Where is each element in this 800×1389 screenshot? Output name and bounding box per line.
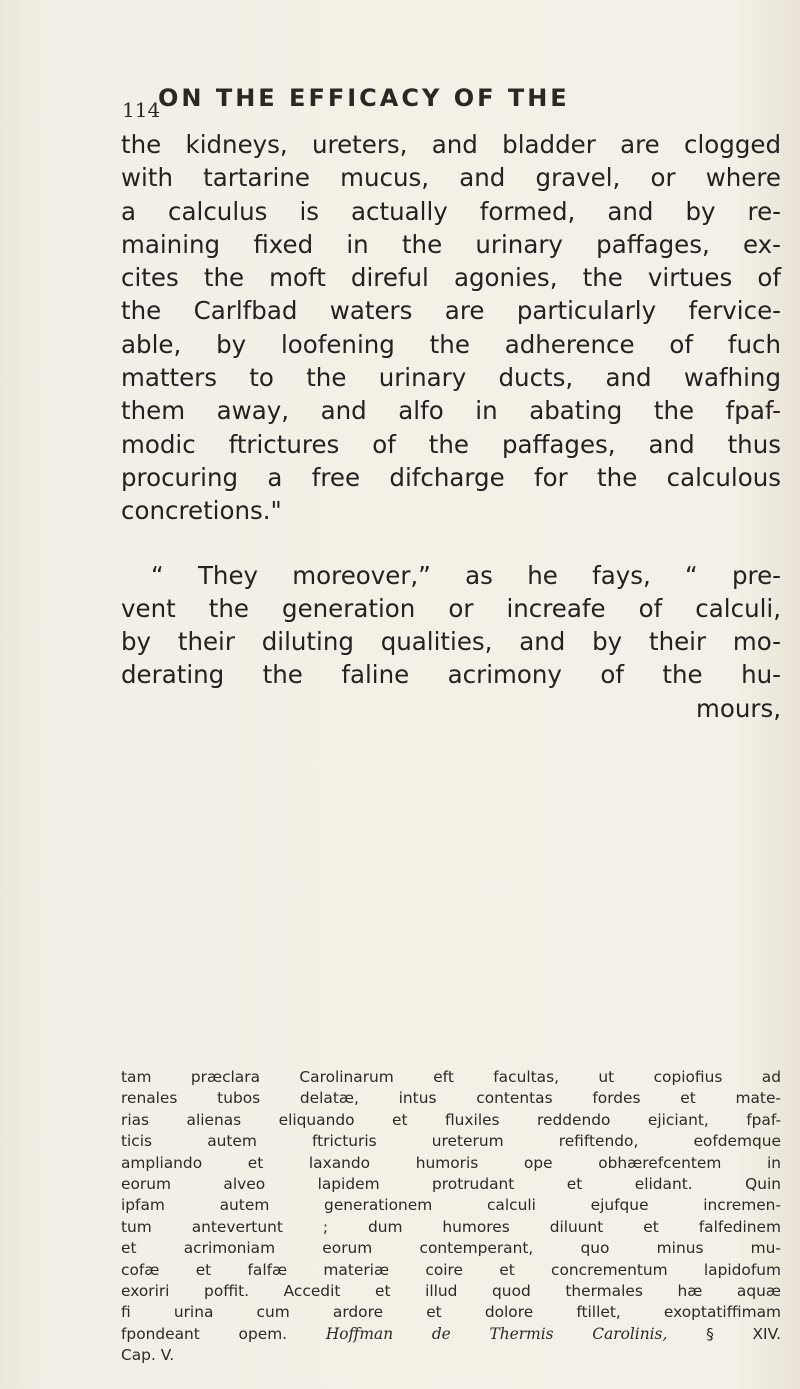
footnote-prefix: fpondeant opem. — [121, 1324, 288, 1343]
body-line: matters to the urinary ducts, and wafhing — [121, 363, 781, 393]
body-line: able, by loofening the adherence of fuch — [121, 329, 781, 359]
footnote-line: rias alienas eliquando et fluxiles reddendo ejiciant, fpaf- — [121, 1110, 781, 1129]
footnote-line: et acrimoniam eorum contemperant, quo minus mu- — [121, 1239, 781, 1258]
footnote-line: tam præclara Carolinarum eft facultas, ut copiofius ad — [121, 1068, 781, 1086]
footnote-line: ampliando et laxando humoris ope obhærefcentem in — [121, 1153, 781, 1172]
footnote-line: Cap. V. — [121, 1346, 175, 1365]
body-line: derating the faline acrimony of the hu- — [121, 660, 781, 690]
body-line: the kidneys, ureters, and bladder are clogged — [121, 130, 781, 159]
body-line: modic ftrictures of the paffages, and thus — [121, 429, 781, 459]
body-line: the Carlfbad waters are particularly fervice- — [121, 296, 781, 326]
footnote-line: exoriri poffit. Accedit et illud quod thermales hæ aquæ — [121, 1281, 781, 1300]
body-line: a calculus is actually formed, and by re- — [121, 196, 781, 226]
paragraph-gap — [121, 528, 781, 559]
page-header — [122, 84, 762, 124]
body-line: maining fixed in the urinary paffages, ex- — [121, 229, 781, 259]
footnote — [121, 1067, 781, 1366]
body-line: “ They moreover,” as he fays, “ pre- — [151, 560, 781, 590]
body-line: with tartarine mucus, and gravel, or where — [121, 163, 781, 193]
body-line: cites the moft direful agonies, the virtues of — [121, 263, 781, 293]
body-line: vent the generation or increafe of calculi, — [121, 593, 781, 623]
footnote-line: tum antevertunt ; dum humores diluunt et falfedinem — [121, 1217, 781, 1236]
catchword: mours, — [695, 693, 781, 723]
body-line: them away, and alfo in abating the fpaf- — [121, 396, 781, 426]
footnote-line: renales tubos delatæ, intus contentas fordes et mate- — [121, 1089, 781, 1108]
body-line: procuring a free difcharge for the calculous — [121, 462, 781, 492]
citation-title: Hoffman de Thermis Carolinis, — [325, 1324, 668, 1343]
running-title: ON THE EFFICACY OF THE — [158, 84, 570, 112]
footnote-line: ticis autem ftricturis ureterum refiftendo, eofdemque — [121, 1132, 781, 1151]
footnote-line: ipfam autem generationem calculi ejufque incremen- — [121, 1196, 781, 1215]
body-line: concretions." — [121, 496, 282, 526]
citation-section: § XIV. — [706, 1324, 782, 1343]
footnote-line: eorum alveo lapidem protrudant et elidant. Quin — [121, 1174, 781, 1193]
footnote-line: cofæ et falfæ materiæ coire et concrementum lapidofum — [121, 1260, 781, 1279]
body-line: by their diluting qualities, and by their mo- — [121, 627, 781, 657]
body-text — [121, 128, 781, 725]
footnote-line: fi urina cum ardore et dolore ftillet, exoptatiffimam — [121, 1303, 781, 1322]
page-number: 114 — [122, 98, 161, 122]
footnote-citation-line — [121, 1324, 781, 1345]
